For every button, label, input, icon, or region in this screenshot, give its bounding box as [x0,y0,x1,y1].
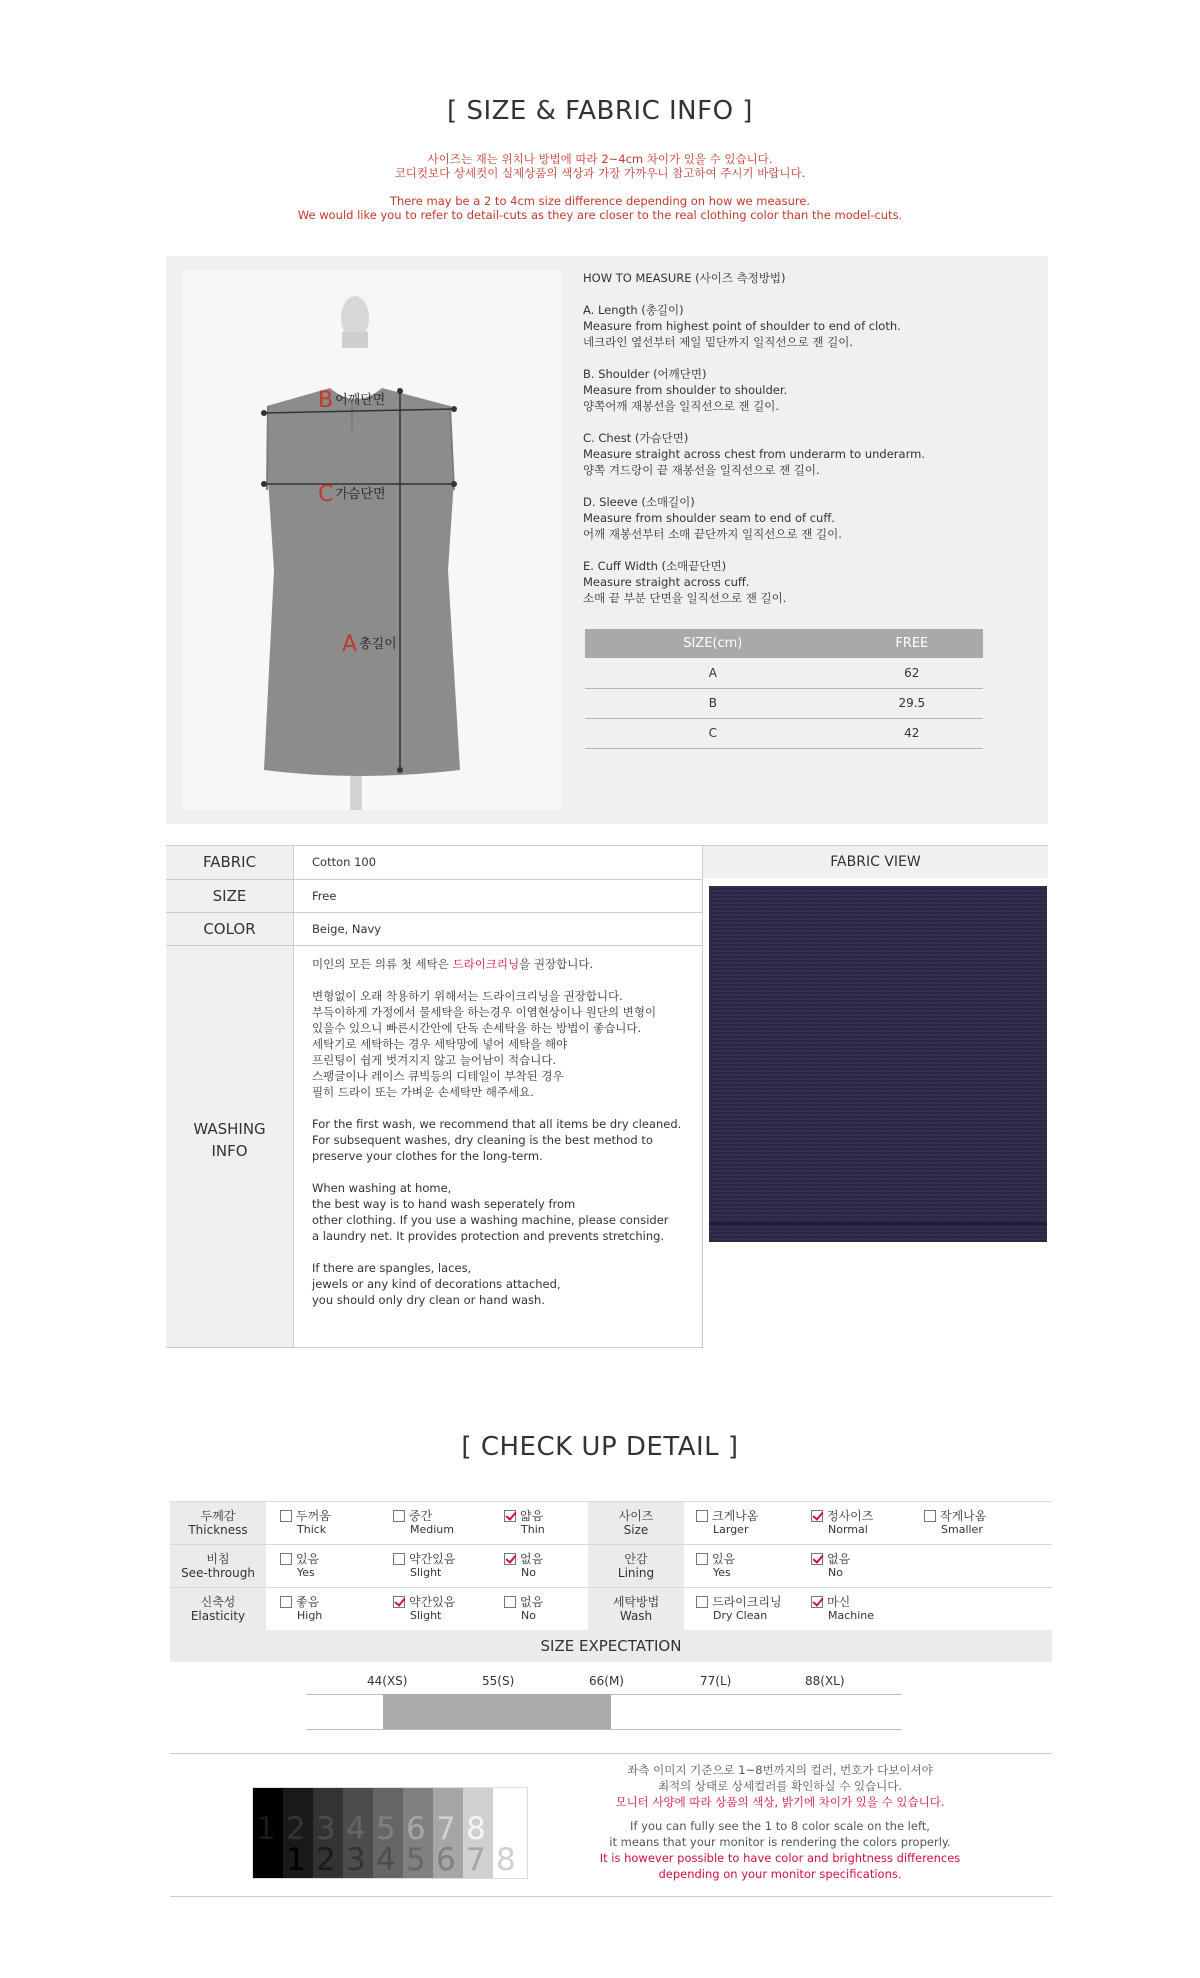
checkbox [924,1510,936,1522]
checkbox-checked [504,1510,516,1522]
scale-digit: 1 [256,1811,276,1847]
checkbox [504,1596,516,1608]
note-ko-1: 사이즈는 재는 위치나 방법에 따라 2~4cm 차이가 있을 수 있습니다. [427,152,773,166]
color-value: Beige, Navy [312,922,382,936]
option-thin[interactable]: 얇음 Thin [504,1509,545,1537]
checkbox [393,1510,405,1522]
scale-digit: 6 [406,1811,426,1847]
checkbox-checked [504,1553,516,1565]
option-machine[interactable]: 마신 Machine [811,1595,874,1623]
color-scale-cell [283,1788,313,1878]
size-66: 66(M) [589,1674,624,1688]
table-row: C 42 [585,718,983,748]
size-range-bar [383,1694,611,1729]
scale-digit: 3 [316,1811,336,1847]
scale-digit: 4 [376,1842,396,1878]
scale-digit: 6 [436,1842,456,1878]
checkbox [280,1510,292,1522]
checkbox-checked [811,1596,823,1608]
color-scale-cell [313,1788,343,1878]
option-elastic-no[interactable]: 없음 No [504,1595,543,1623]
fabric-swatch-image [709,886,1047,1242]
check-up-title: [ CHECK UP DETAIL ] [461,1432,739,1462]
measure-panel [166,256,1048,824]
garment-photo [182,270,562,810]
scale-digit: 2 [316,1842,336,1878]
calibration-en-red-1: It is however possible to have color and brightness differences [599,1851,961,1865]
scale-digit: 3 [346,1842,366,1878]
fabric-view-label: FABRIC VIEW [703,845,1048,878]
label-c: C가슴단면 [318,482,386,507]
option-smaller[interactable]: 작게나옴 Smaller [924,1509,986,1537]
divider-bottom [170,1896,1052,1897]
checkbox [696,1510,708,1522]
how-to-measure: HOW TO MEASURE (사이즈 측정방법) A. Length (총길이) Measure from highest point of shoulder to end of cloth. 네크라인 옆선부터 제일 밑단까지 일직선으로 잰 길이. B. Shoulder (어깨단면) Measure from shoulder to shoulder. 양쪽어깨 재봉선을 일직선으로 잰 길이. C. Chest (가슴단면) Measure straight across chest from underarm to underarm. 양쪽 겨드랑이 끝 재봉선을 일직선으로 잰 길이. D. Sleeve (소매길이) Measure from shoulder seam to end of cuff. 어깨 재봉선부터 소매 끝단까지 일직선으로 잰 길이. E. Cuff Width (소매끝단면) Measure straight across cuff. 소매 끝 부분 단면을 일직선으로 잰 길이. [583,271,925,605]
color-scale-cell [433,1788,463,1878]
scale-digit: 7 [436,1811,456,1847]
color-scale-cell [403,1788,433,1878]
washing-intro: 미인의 모든 의류 첫 세탁은 드라이크리닝을 권장합니다. [312,957,594,971]
calibration-ko-1: 좌측 이미지 기준으로 1~8번까지의 컬러, 번호가 다보이셔야 [627,1763,933,1777]
fabric-info-table [166,845,703,1348]
option-see-yes[interactable]: 있음 Yes [280,1552,319,1580]
scale-digit: 8 [466,1811,486,1847]
scale-digit: 2 [286,1811,306,1847]
color-label: COLOR [166,913,294,945]
scale-digit: 4 [346,1811,366,1847]
size-header: SIZE(cm) [585,629,841,658]
calibration-ko-2: 최적의 상태로 상세컬러를 확인하실 수 있습니다. [657,1779,903,1793]
option-lining-yes[interactable]: 있음 Yes [696,1552,735,1580]
option-elastic-high[interactable]: 좋음 High [280,1595,322,1623]
note-en-1: There may be a 2 to 4cm size difference depending on how we measure. [389,194,811,208]
size-label: SIZE [166,880,294,912]
size-value: Free [312,889,337,903]
divider [170,1753,1052,1754]
size-table [585,629,983,749]
lining-header: 안감 Lining [588,1545,684,1588]
table-row: B 29.5 [585,688,983,718]
size-fabric-title: [ SIZE & FABRIC INFO ] [447,96,753,126]
washing-label: WASHING INFO [166,946,294,1347]
thickness-header: 두께감 Thickness [170,1502,266,1545]
fabric-label: FABRIC [166,846,294,879]
color-scale-cell [493,1788,523,1878]
scale-digit: 7 [466,1842,486,1878]
checkbox [280,1553,292,1565]
free-header: FREE [841,629,983,658]
size-expectation-title: SIZE EXPECTATION [170,1630,1052,1662]
size-fit-header: 사이즈 Size [588,1502,684,1545]
color-scale-cell [343,1788,373,1878]
note-en-2: We would like you to refer to detail-cuts as they are closer to the real clothing color than the model-cuts. [297,208,903,222]
checkbox-checked [811,1510,823,1522]
color-scale-cell [373,1788,403,1878]
color-scale-cell [463,1788,493,1878]
garment-diagram [182,270,562,810]
checkbox [393,1553,405,1565]
checkbox-checked [811,1553,823,1565]
table-row: A 62 [585,658,983,688]
option-thick[interactable]: 두꺼움 Thick [280,1509,331,1537]
washing-text: 미인의 모든 의류 첫 세탁은 드라이크리닝을 권장합니다. 변형없이 오래 착용하기 위해서는 드라이크리닝을 권장합니다. 부득이하게 가정에서 물세탁을 하는경우 이염현상이나 원단의 변형이 있을수 있으니 빠른시간안에 단독 손세탁을 하는 방법이 좋습니다. 세탁기로 세탁하는 경우 세탁망에 넣어 세탁을 해야 프린팅이 쉽게 벗겨지지 않고 늘어남이 적습니다. 스팽글이나 레이스 큐빅등의 디테일이 부착된 경우 필히 드라이 또는 가벼운 손세탁만 해주세요. For the first wash, we recommend that all items be dry cleaned. For subsequent washes, dry cleaning is the best method to preserve your clothes for the long-term. When washing at home, the best way is to hand wash seperately from other clothing. If you use a washing machine, please consider a laundry net. It provides protection and prevents stretching. If there are spangles, laces, jewels or any kind of decorations attached, you should only dry clean or hand wash. [295,946,702,1347]
calibration-en-1: If you can fully see the 1 to 8 color scale on the left, [630,1819,930,1833]
label-b: B어깨단면 [318,388,386,413]
option-medium[interactable]: 중간 Medium [393,1509,454,1537]
wash-header: 세탁방법 Wash [588,1588,684,1631]
scale-digit: 8 [496,1842,516,1878]
fabric-value: Cotton 100 [312,855,377,869]
size-scale-bottom-line [306,1729,902,1730]
option-lining-no[interactable]: 없음 No [811,1552,850,1580]
scale-digit: 1 [286,1842,306,1878]
checkbox-checked [393,1596,405,1608]
checkbox [280,1596,292,1608]
size-88: 88(XL) [805,1674,845,1688]
option-normal[interactable]: 정사이즈 Normal [811,1509,873,1537]
scale-digit: 5 [406,1842,426,1878]
see-through-header: 비침 See-through [170,1545,266,1588]
option-see-slight[interactable]: 약간있음 Slight [393,1552,455,1580]
calibration-en-red-2: depending on your monitor specifications. [658,1867,902,1881]
option-see-no[interactable]: 없음 No [504,1552,543,1580]
option-elastic-slight[interactable]: 약간있음 Slight [393,1595,455,1623]
checkbox [696,1553,708,1565]
check-up-table [170,1501,1052,1631]
checkbox [696,1596,708,1608]
scale-digit: 5 [376,1811,396,1847]
option-larger[interactable]: 크게나옴 Larger [696,1509,758,1537]
size-77: 77(L) [700,1674,732,1688]
calibration-en-2: it means that your monitor is rendering the colors properly. [609,1835,951,1849]
option-dry-clean[interactable]: 드라이크리닝 Dry Clean [696,1595,782,1623]
color-scale-cell [253,1788,283,1878]
color-scale [252,1787,528,1879]
calibration-ko-red: 모니터 사양에 따라 상품의 색상, 밝기에 차이가 있을 수 있습니다. [615,1795,945,1809]
note-ko-2: 코디컷보다 상세컷이 실제상품의 색상과 가장 가까우니 참고하여 주시기 바랍니다. [394,166,806,180]
size-44: 44(XS) [367,1674,408,1688]
size-55: 55(S) [482,1674,515,1688]
label-a: A총길이 [342,632,397,657]
elasticity-header: 신축성 Elasticity [170,1588,266,1631]
